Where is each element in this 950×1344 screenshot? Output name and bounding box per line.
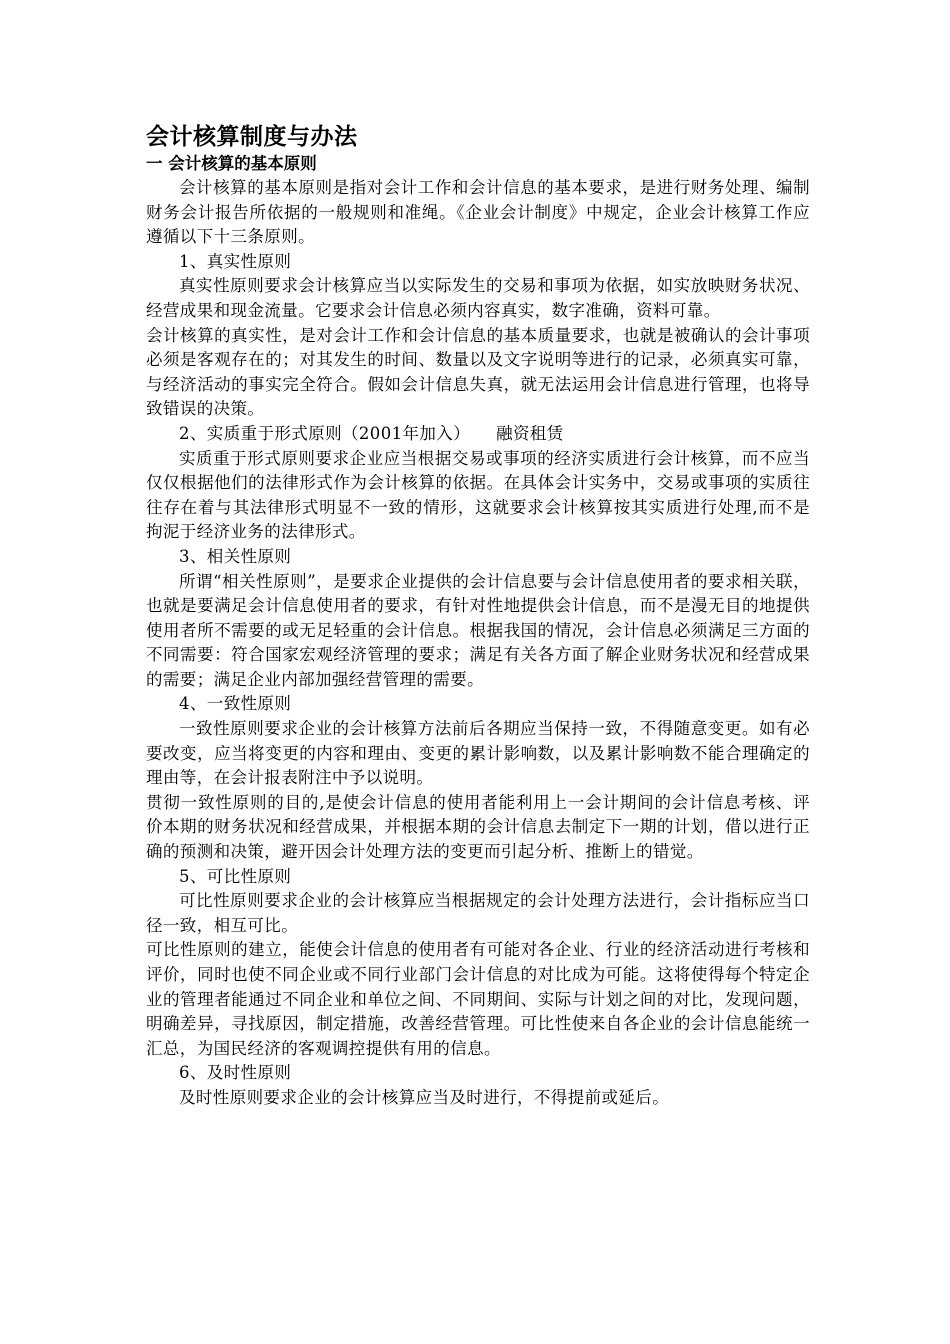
principle-5-paragraph-1: 可比性原则要求企业的会计核算应当根据规定的会计处理方法进行，会计指标应当口径一致，相互可比。 (146, 891, 810, 935)
principle-heading-1: 1、真实性原则 (179, 251, 292, 271)
principle-3-paragraph-1: 所谓“相关性原则”，是要求企业提供的会计信息要与会计信息使用者的要求相关联，也就是要满足会计信息使用者的要求，有针对性地提供会计信息，而不是漫无目的地提供使用者所不需要的或无足轻重的会计信息。根据我国的情况，会计信息必须满足三方面的不同需要：符合国家宏观经济管理的要求；满足有关各方面了解企业财务状况和经营成果的需要；满足企业内部加强经营管理的需要。 (146, 571, 810, 689)
principle-2-paragraph-1: 实质重于形式原则要求企业应当根据交易或事项的经济实质进行会计核算，而不应当仅仅根据他们的法律形式作为会计核算的依据。在具体会计实务中，交易或事项的实质往往存在着与其法律形式明显不一致的情形，这就要求会计核算按其实质进行处理,而不是拘泥于经济业务的法律形式。 (146, 448, 810, 542)
principle-1-paragraph-2: 会计核算的真实性，是对会计工作和会计信息的基本质量要求，也就是被确认的会计事项必须是客观存在的；对其发生的时间、数量以及文字说明等进行的记录，必须真实可靠，与经济活动的事实完全符合。假如会计信息失真，就无法运用会计信息进行管理，也将导致错误的决策。 (146, 325, 810, 419)
document-page (146, 122, 810, 1111)
principle-heading-5: 5、可比性原则 (179, 866, 292, 886)
principle-heading-4: 4、一致性原则 (179, 694, 292, 714)
principle-heading-3: 3、相关性原则 (179, 546, 292, 566)
principle-4-paragraph-2: 贯彻一致性原则的目的,是使会计信息的使用者能利用上一会计期间的会计信息考核、评价本期的财务状况和经营成果，并根据本期的会计信息去制定下一期的计划，借以进行正确的预测和决策，避开因会计处理方法的变更而引起分析、推断上的错觉。 (146, 792, 810, 862)
principle-6-paragraph-1: 及时性原则要求企业的会计核算应当及时进行，不得提前或延后。 (179, 1087, 670, 1107)
principle-heading-2-text: 2、实质重于形式原则（2001年加入） (179, 423, 471, 443)
document-title: 会计核算制度与办法 (146, 124, 358, 150)
principle-heading-2-note: 融资租赁 (496, 423, 564, 443)
principle-heading-2 (146, 422, 810, 447)
intro-paragraph: 会计核算的基本原则是指对会计工作和会计信息的基本要求，是进行财务处理、编制财务会计报告所依据的一般规则和准绳。《企业会计制度》中规定，企业会计核算工作应遵循以下十三条原则。 (146, 178, 810, 247)
principle-1-paragraph-1: 真实性原则要求会计核算应当以实际发生的交易和事项为依据，如实放映财务状况、经营成果和现金流量。它要求会计信息必须内容真实，数字准确，资料可靠。 (146, 276, 810, 320)
section-heading: 一 会计核算的基本原则 (146, 154, 317, 173)
principle-5-paragraph-2: 可比性原则的建立，能使会计信息的使用者有可能对各企业、行业的经济活动进行考核和评价，同时也使不同企业或不同行业部门会计信息的对比成为可能。这将使得每个特定企业的管理者能通过不同企业和单位之间、不同期间、实际与计划之间的对比，发现问题，明确差异，寻找原因，制定措施，改善经营管理。可比性使来自各企业的会计信息能统一汇总，为国民经济的客观调控提供有用的信息。 (146, 940, 810, 1058)
principle-4-paragraph-1: 一致性原则要求企业的会计核算方法前后各期应当保持一致，不得随意变更。如有必要改变，应当将变更的内容和理由、变更的累计影响数，以及累计影响数不能合理确定的理由等，在会计报表附注中予以说明。 (146, 719, 810, 788)
principle-heading-6: 6、及时性原则 (179, 1063, 292, 1083)
